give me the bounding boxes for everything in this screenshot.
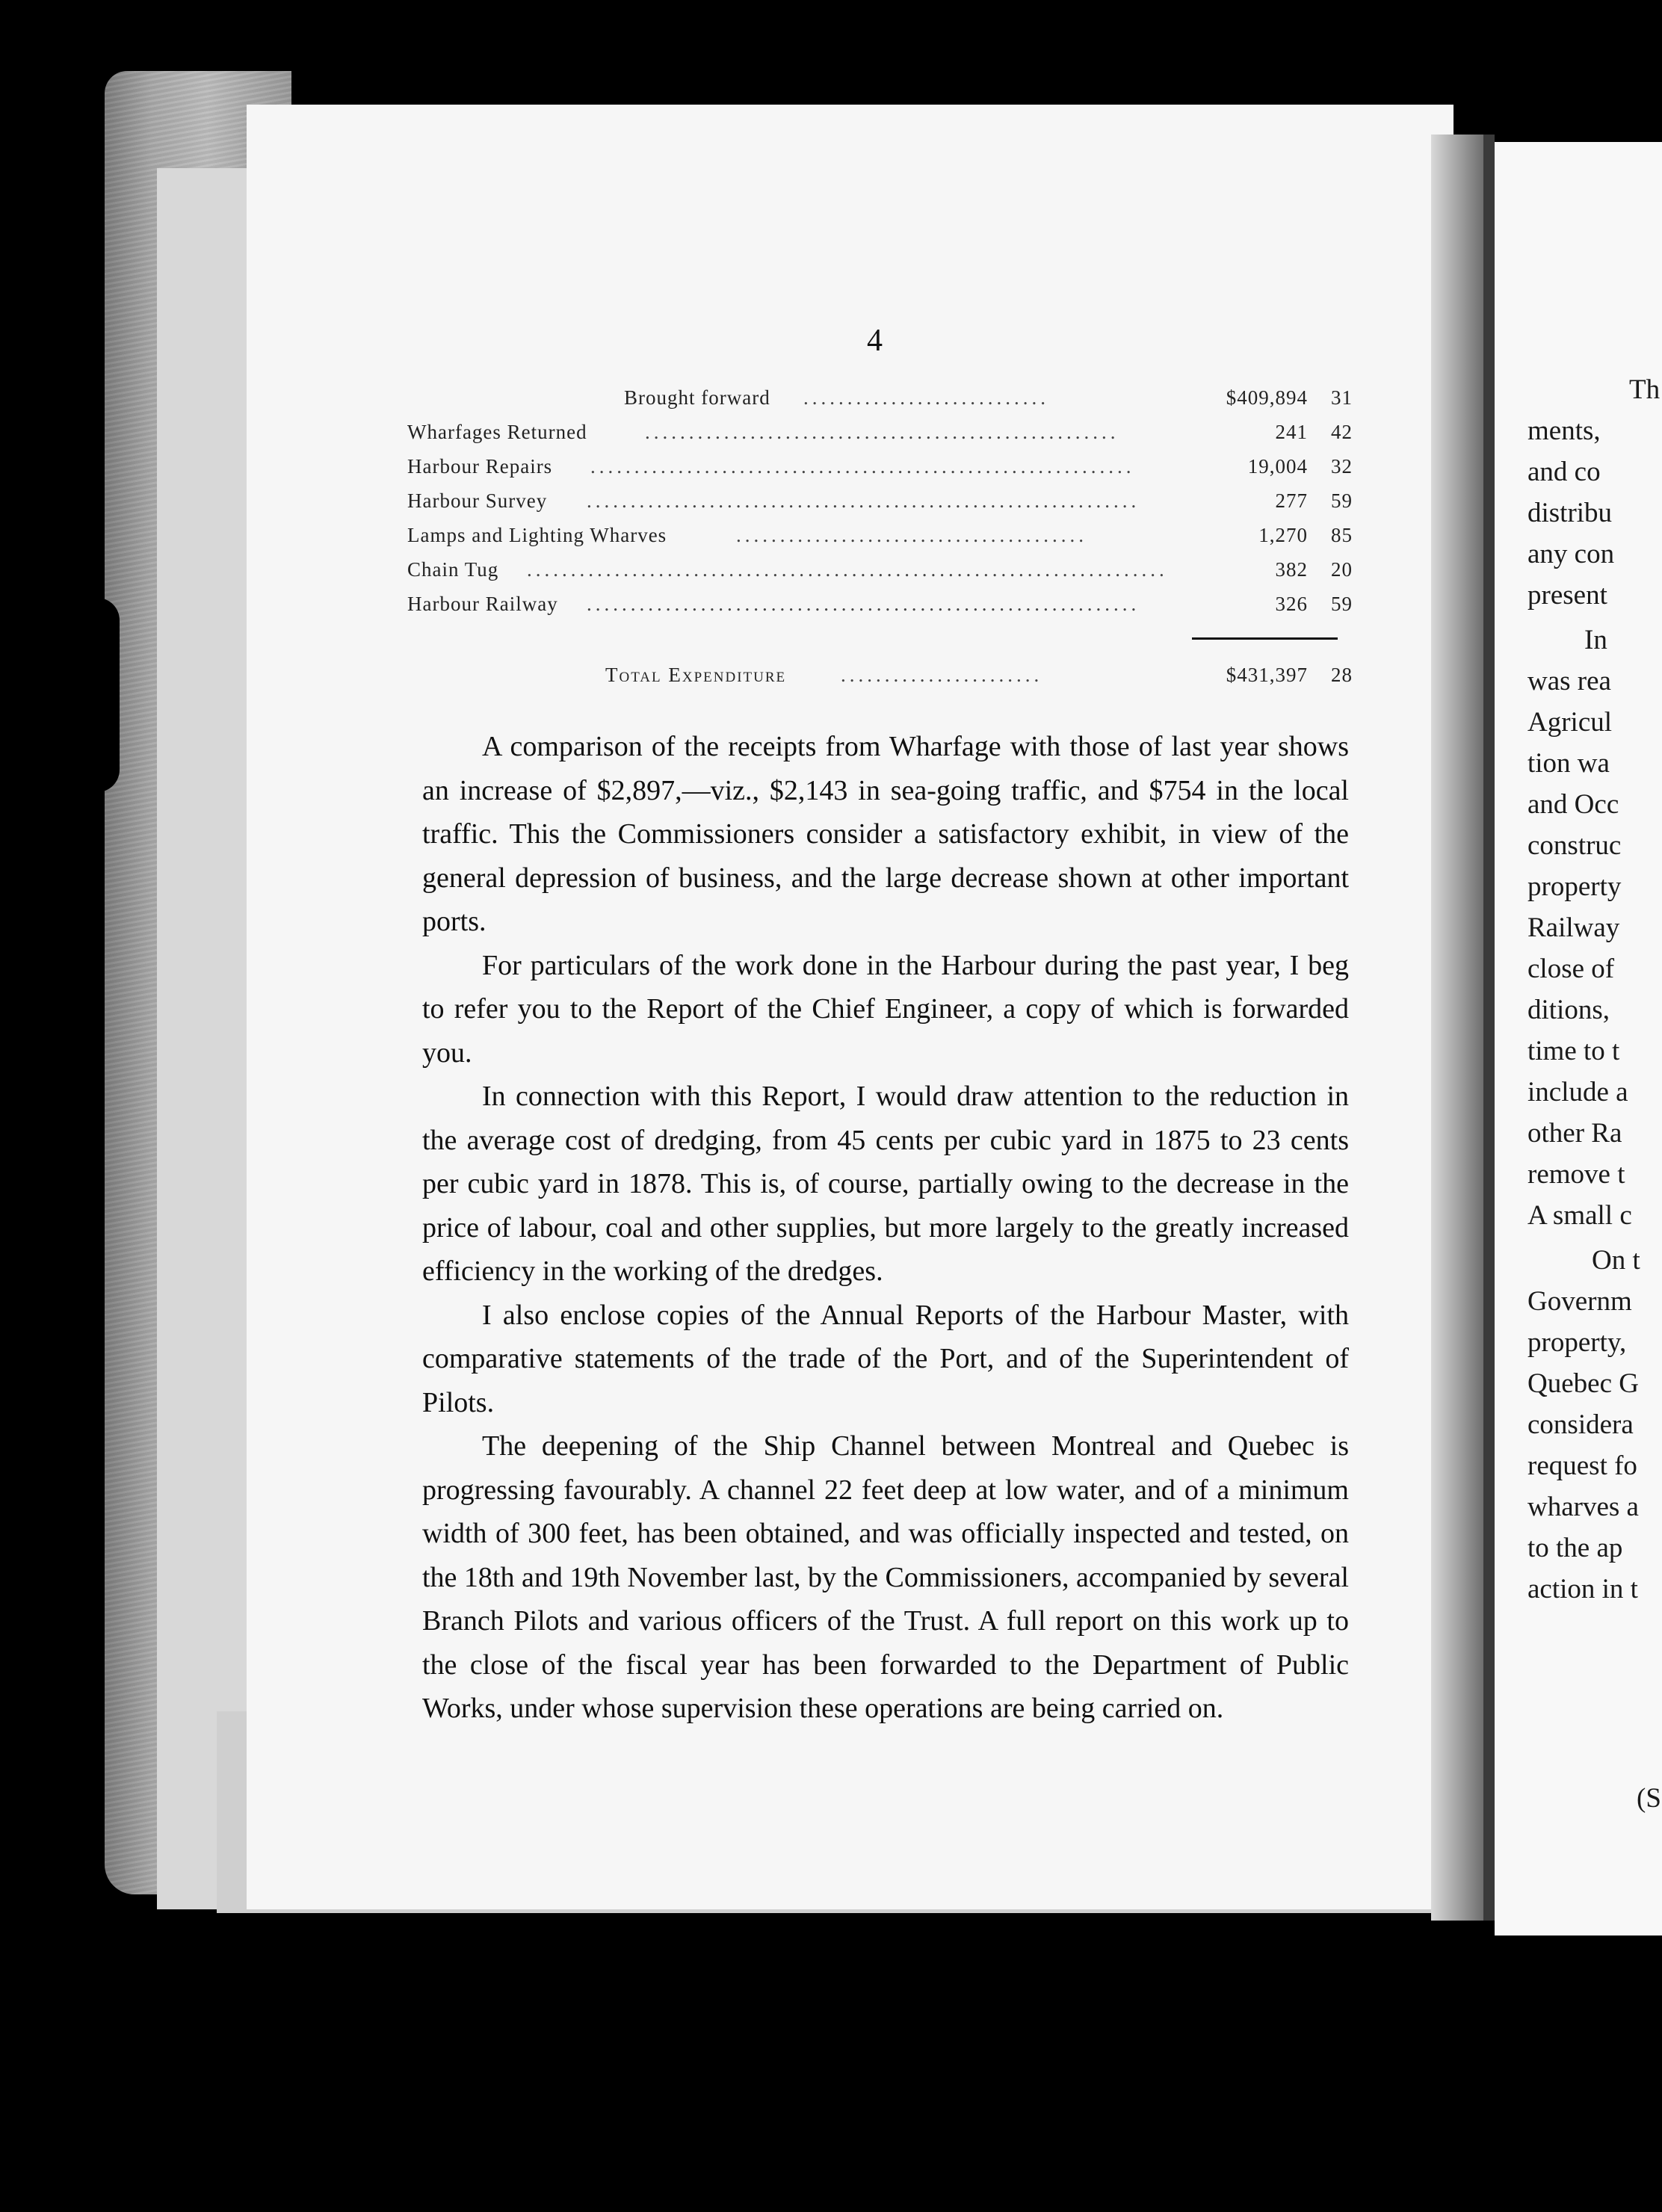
right-line: ditions, [1527, 995, 1610, 1025]
account-label: Brought forward [624, 386, 770, 409]
account-cents: 59 [1331, 489, 1353, 512]
total-rule [1192, 637, 1338, 640]
account-cents: 32 [1331, 455, 1353, 478]
account-dollars: 19,004 [1247, 455, 1308, 478]
account-dollars: 382 [1275, 558, 1308, 581]
leader-dots: ...................................................... [645, 421, 1119, 443]
right-line: considera [1527, 1409, 1634, 1440]
leader-dots: ....................... [841, 664, 1043, 686]
right-line: ments, [1527, 415, 1601, 446]
account-row [407, 524, 1353, 554]
paragraph: A comparison of the receipts from Wharfage with those of last year shows an increase of $2,897,—viz., $2,143 in sea-going traffic, and $754 in the local traffic. This the Commissioners consider a satisfactory exhibit, in view of the general depression of business, and the large decrease shown at other important ports. [422, 731, 1349, 937]
right-page [1495, 142, 1662, 1936]
right-line: distribu [1527, 498, 1613, 528]
right-line: remove t [1527, 1159, 1625, 1190]
right-line: request fo [1527, 1451, 1637, 1481]
paragraph: The deepening of the Ship Channel between Montreal and Quebec is progressing favourably. A channel 22 feet deep at low water, and of a minimum width of 300 feet, has been obtained, and was officially inspected and tested, on the 18th and 19th November last, by the Commissioners, accompanied by several Branch Pilots and various officers of the Trust. A full report on this work up to the close of the fiscal year has been forwarded to the Department of Public Works, under whose supervision these operations are being carried on. [422, 1430, 1349, 1724]
leader-dots: ............................................................... [587, 489, 1140, 512]
right-line: and co [1527, 457, 1601, 487]
account-row [407, 558, 1353, 588]
account-row-brought-forward [407, 386, 1353, 416]
right-line: On t [1592, 1245, 1640, 1276]
body-text [422, 725, 1349, 1731]
account-cents: 42 [1331, 421, 1353, 443]
right-line: to the ap [1527, 1533, 1623, 1563]
right-line: time to t [1527, 1036, 1620, 1066]
leader-dots: ......................................................................... [527, 558, 1168, 581]
right-line: action in t [1527, 1574, 1638, 1604]
total-dollars: $431,397 [1226, 664, 1308, 686]
right-line: other Ra [1527, 1118, 1622, 1149]
account-row [407, 455, 1353, 485]
right-line: construc [1527, 830, 1622, 861]
leader-dots: ............................ [803, 386, 1049, 409]
page-fold-shadow [1431, 135, 1483, 1921]
right-line: close of [1527, 954, 1615, 984]
account-label: Harbour Repairs [407, 455, 553, 478]
paragraph: For particulars of the work done in the Harbour during the past year, I beg to refer you to the Report of the Chief Engineer, a copy of which is forwarded you. [422, 949, 1349, 1069]
binding-tear [90, 598, 120, 792]
account-label: Harbour Railway [407, 593, 558, 615]
right-line: Th [1629, 374, 1661, 405]
right-line: A small c [1527, 1200, 1632, 1231]
account-cents: 31 [1331, 386, 1353, 409]
right-line: Governm [1527, 1286, 1632, 1317]
page-number: 4 [867, 324, 883, 358]
account-label: Wharfages Returned [407, 421, 587, 443]
account-dollars: 277 [1275, 489, 1308, 512]
right-line: Agricul [1527, 707, 1613, 738]
account-row-total [407, 664, 1353, 693]
account-label: Lamps and Lighting Wharves [407, 524, 667, 546]
right-line: tion wa [1527, 748, 1610, 779]
right-line: Quebec G [1527, 1368, 1639, 1399]
right-line: property, [1527, 1327, 1627, 1358]
leader-dots: .............................................................. [590, 455, 1135, 478]
right-line: any con [1527, 539, 1615, 569]
account-dollars: 326 [1275, 593, 1308, 615]
leader-dots: ........................................ [736, 524, 1087, 546]
account-dollars: $409,894 [1226, 386, 1308, 409]
account-row [407, 489, 1353, 519]
paragraph: I also enclose copies of the Annual Reports of the Harbour Master, with comparative statements of the trade of the Port, and of the Superintendent of Pilots. [422, 1299, 1349, 1418]
account-cents: 20 [1331, 558, 1353, 581]
account-row [407, 593, 1353, 622]
right-line: wharves a [1527, 1492, 1639, 1522]
account-label: Harbour Survey [407, 489, 548, 512]
account-row [407, 421, 1353, 451]
account-cents: 85 [1331, 524, 1353, 546]
right-line: In [1584, 625, 1607, 655]
right-line: present [1527, 580, 1607, 611]
account-cents: 59 [1331, 593, 1353, 615]
leader-dots: ............................................................... [587, 593, 1140, 615]
account-dollars: 1,270 [1258, 524, 1308, 546]
total-label: Total Expenditure [605, 664, 787, 686]
book-gutter [1483, 135, 1495, 1921]
right-line: and Occ [1527, 789, 1619, 820]
right-line: include a [1527, 1077, 1628, 1107]
account-dollars: 241 [1275, 421, 1308, 443]
right-line: Railway [1527, 912, 1620, 943]
total-cents: 28 [1331, 664, 1353, 686]
right-line: property [1527, 871, 1622, 902]
right-line: was rea [1527, 666, 1611, 696]
right-line: (S [1637, 1783, 1661, 1814]
paragraph: In connection with this Report, I would draw attention to the reduction in the average cost of dredging, from 45 cents per cubic yard in 1875 to 23 cents per cubic yard in 1878. This is, of course, partially owing to the decrease in the price of labour, coal and other supplies, but more largely to the greatly increased efficiency in the working of the dredges. [422, 1081, 1349, 1287]
account-label: Chain Tug [407, 558, 499, 581]
